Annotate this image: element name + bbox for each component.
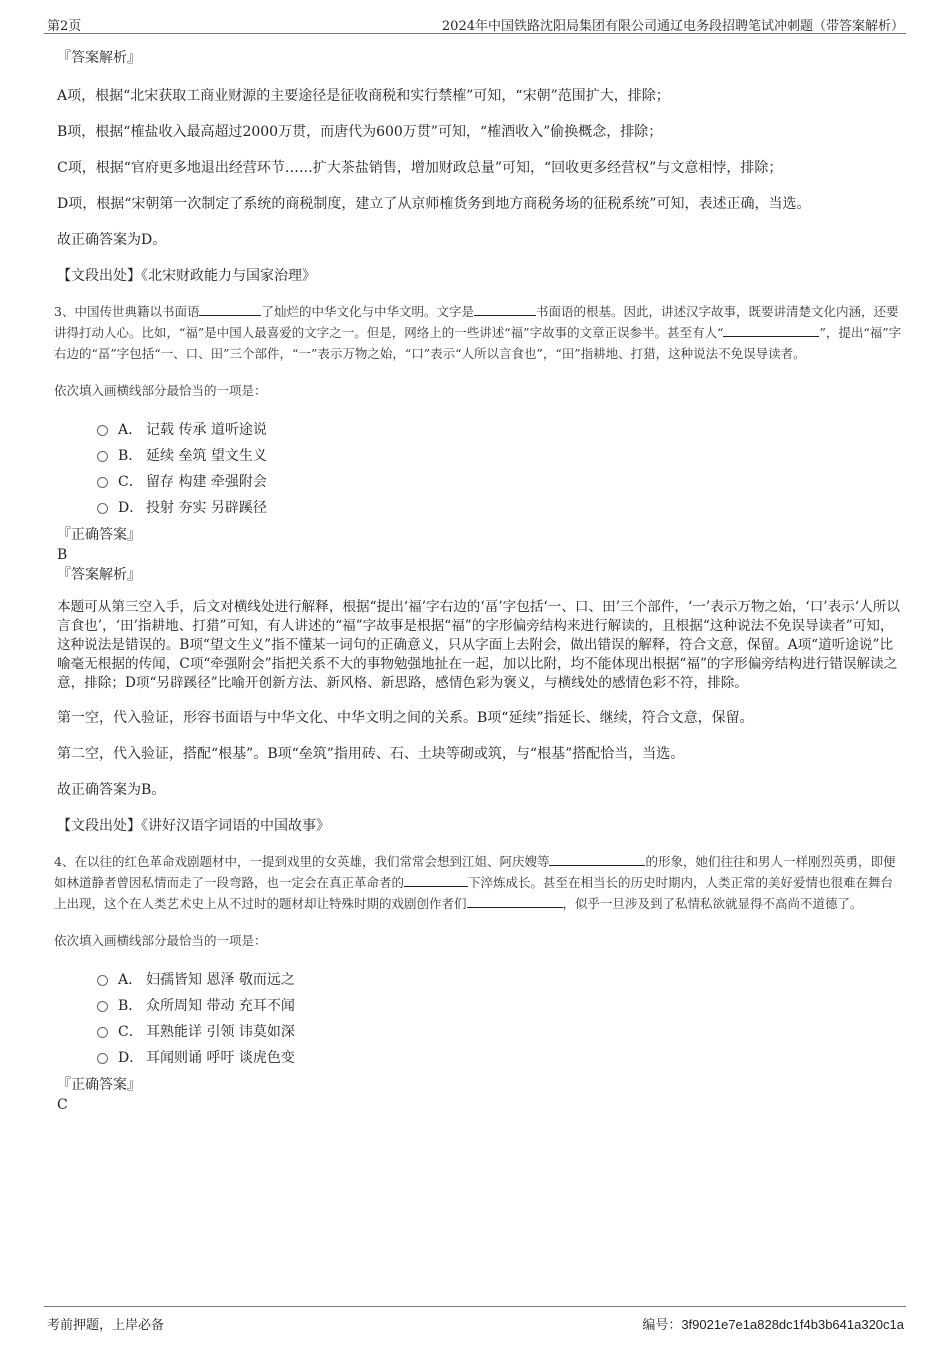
q3-option-b[interactable]: [97, 443, 903, 469]
q3-analysis-3: 第二空，代入验证，搭配“根基”。B项“垒筑”指用砖、石、土块等砌或筑，与“根基”搭配恰当，当选。: [57, 746, 685, 762]
q4-option-c[interactable]: [97, 1019, 903, 1045]
document-code: [642, 1314, 904, 1333]
q3-option-a[interactable]: [97, 417, 903, 443]
radio-icon[interactable]: [97, 451, 108, 462]
radio-icon[interactable]: [97, 975, 108, 986]
q4-stem-part4: ，似乎一旦涉及到了私情私欲就显得不高尚不道德了。: [562, 896, 863, 911]
page-content: [54, 40, 903, 1114]
q3-stem: [54, 301, 903, 364]
q2-analysis-heading: 『答案解析』: [57, 50, 141, 66]
option-letter: C．: [118, 474, 143, 490]
q2-analysis-b: B项，根据“榷盐收入最高超过2000万贯，而唐代为600万贯”可知，“榷酒收入”偷换概念，排除；: [57, 124, 663, 140]
q4-option-a[interactable]: [97, 967, 903, 993]
radio-icon[interactable]: [97, 1001, 108, 1012]
q3-source: 【文段出处】《讲好汉语字词语的中国故事》: [57, 818, 330, 834]
page-header: [0, 0, 950, 34]
option-letter: B．: [118, 448, 143, 464]
radio-icon[interactable]: [97, 477, 108, 488]
q3-answer-heading: 『正确答案』: [57, 527, 141, 543]
option-letter: A．: [118, 422, 143, 438]
radio-icon[interactable]: [97, 503, 108, 514]
option-text: 延续 垒筑 望文生义: [146, 448, 267, 464]
option-letter: B．: [118, 998, 143, 1014]
code-label: 编号：: [642, 1318, 682, 1333]
q2-analysis-c: C项，根据“官府更多地退出经营环节……扩大茶盐销售，增加财政总量”可知，“回收更多经营权”与文意相悖，排除；: [57, 160, 783, 176]
q3-option-c[interactable]: [97, 469, 903, 495]
q4-stem: [54, 851, 903, 914]
q3-option-d[interactable]: [97, 495, 903, 521]
radio-icon[interactable]: [97, 1053, 108, 1064]
q4-stem-part2: 的形象，她们往往和男人一样刚烈英勇，即便如林道静者曾因私情而走了一段弯路，也一定会在真正革命者的: [54, 854, 896, 890]
option-text: 妇孺皆知 恩泽 敬而远之: [146, 972, 295, 988]
option-text: 耳闻则诵 呼吁 谈虎色变: [146, 1050, 295, 1066]
footer-divider: [44, 1306, 906, 1307]
q4-options: [97, 967, 903, 1071]
q4-blank-1: [549, 851, 645, 866]
q4-prompt: 依次填入画横线部分最恰当的一项是：: [54, 933, 267, 948]
q3-analysis-2: 第一空，代入验证，形容书面语与中华文化、中华文明之间的关系。B项“延续”指延长、继续，符合文意，保留。: [57, 710, 754, 726]
q2-source: 【文段出处】《北宋财政能力与国家治理》: [57, 268, 316, 284]
option-letter: D．: [118, 1050, 144, 1066]
q3-conclusion: 故正确答案为B。: [57, 782, 166, 798]
header-divider: [44, 33, 906, 34]
q3-answer: B: [57, 547, 68, 563]
q4-stem-part1: 4、在以往的红色革命戏剧题材中，一提到戏里的女英雄，我们常常会想到江姐、阿庆嫂等: [54, 854, 550, 869]
option-letter: D．: [118, 500, 144, 516]
document-title: 2024年中国铁路沈阳局集团有限公司通辽电务段招聘笔试冲刺题（带答案解析）: [441, 19, 904, 34]
q3-stem-part1: 3、中国传世典籍以书面语: [54, 304, 200, 319]
q4-blank-2: [404, 872, 468, 887]
radio-icon[interactable]: [97, 1027, 108, 1038]
option-letter: C．: [118, 1024, 143, 1040]
q4-stem-part3: 下淬炼成长。甚至在相当长的历史时期内，人类正常的美好爱情也很难在舞台上出现，这个在人类艺术史上从不过时的题材却让特殊时期的戏剧创作者们: [54, 875, 894, 911]
option-text: 耳熟能详 引领 讳莫如深: [146, 1024, 295, 1040]
q4-answer: C: [57, 1097, 68, 1113]
page-footer: [0, 1305, 950, 1345]
q3-analysis-heading: 『答案解析』: [57, 567, 141, 583]
footer-slogan: 考前押题，上岸必备: [47, 1318, 165, 1333]
option-text: 众所周知 带动 充耳不闻: [146, 998, 295, 1014]
radio-icon[interactable]: [97, 425, 108, 436]
option-letter: A．: [118, 972, 143, 988]
q3-blank-3: [723, 322, 819, 337]
code-value: 3f9021e7e1a828dc1f4b3b641a320c1a: [681, 1317, 904, 1332]
option-text: 留存 构建 牵强附会: [146, 474, 267, 490]
q3-blank-2: [474, 301, 536, 316]
q4-answer-heading: 『正确答案』: [57, 1077, 141, 1093]
q3-stem-part4: ”，提出“福”字右边的“畐”字包括“一、口、田”三个部件，“一”表示万物之始，“口”表示“人所以言食也”，“田”指耕地、打猎，这种说法不免误导读者。: [54, 325, 902, 361]
q3-blank-1: [199, 301, 261, 316]
q4-option-d[interactable]: [97, 1045, 903, 1071]
q4-option-b[interactable]: [97, 993, 903, 1019]
q2-conclusion: 故正确答案为D。: [57, 232, 167, 248]
q4-blank-3: [467, 893, 563, 908]
q3-stem-part3: 书面语的根基。因此，讲述汉字故事，既要讲清楚文化内涵，还要讲得打动人心。比如，“福”是中国人最喜爱的文字之一。但是，网络上的一些讲述“福”字故事的文章正误参半。甚至有人“: [54, 304, 899, 340]
q3-analysis-1: 本题可从第三空入手，后文对横线处进行解释，根据“提出‘福’字右边的‘畐’字包括‘一、口、田’三个部件，‘一’表示万物之始，‘口’表示‘人所以言食也’，‘田’指耕地、打猎”可知，有人讲述的“福”字故事是根据“福”的字形偏旁结构来进行解读的，且根据“这种说法不免误导读者”可知，这种说法是错误的。B项“望文生义”指不懂某一词句的正确意义，只从字面上去附会，做出错误的解释，符合文意，保留。A项“道听途说”比喻毫无根据的传闻，C项“牵强附会”指把关系不大的事物勉强地扯在一起，加以比附，均不能体现出根据“福”的字形偏旁结构进行错误解读之意，排除；D项“另辟蹊径”比喻开创新方法、新风格、新思路，感情色彩为褒义，与横线处的感情色彩不符，排除。: [57, 599, 900, 691]
page-number: 第2页: [47, 19, 82, 34]
q2-analysis-d: D项，根据“宋朝第一次制定了系统的商税制度，建立了从京师榷货务到地方商税务场的征税系统”可知，表述正确，当选。: [57, 196, 811, 212]
option-text: 投射 夯实 另辟蹊径: [146, 500, 267, 516]
q3-prompt: 依次填入画横线部分最恰当的一项是：: [54, 383, 267, 398]
q2-analysis-a: A项，根据“北宋获取工商业财源的主要途径是征收商税和实行禁榷”可知，“宋朝”范围扩大，排除；: [57, 88, 670, 104]
q3-options: [97, 417, 903, 521]
option-text: 记载 传承 道听途说: [146, 422, 267, 438]
q3-stem-part2: 了灿烂的中华文化与中华文明。文字是: [261, 304, 474, 319]
